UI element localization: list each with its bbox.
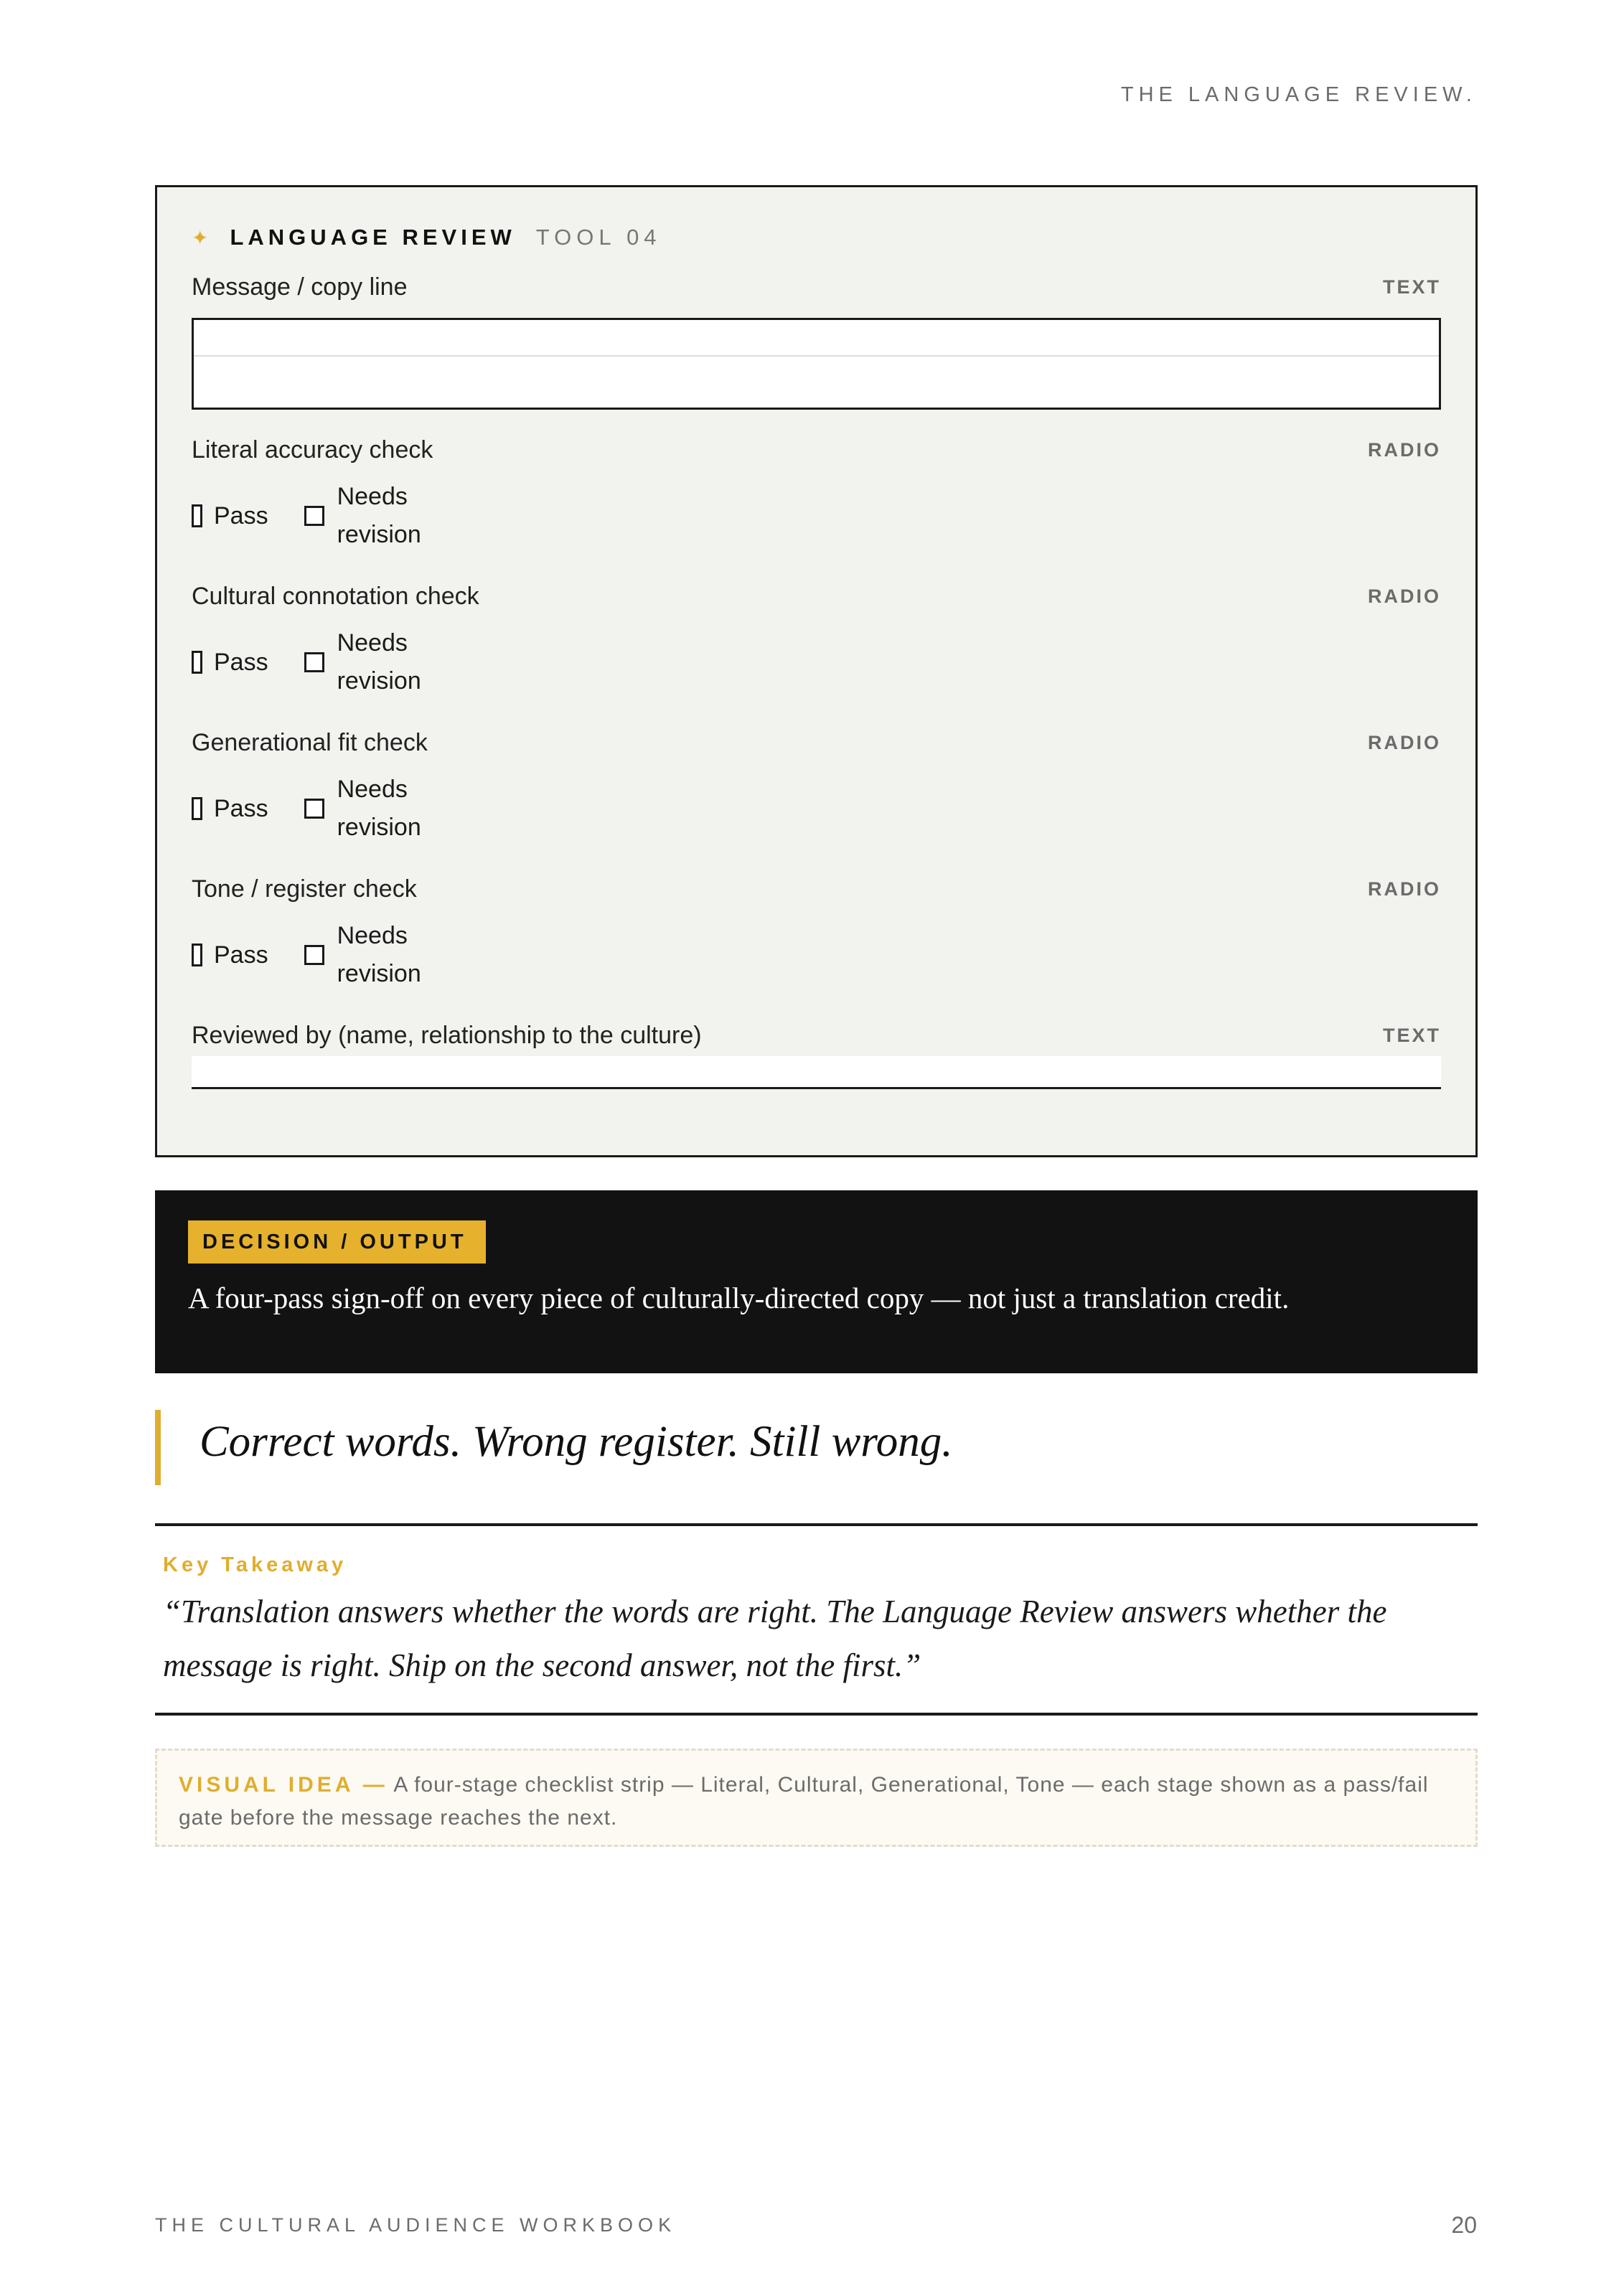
- radio-needs-revision[interactable]: [304, 771, 445, 847]
- footer-title: THE CULTURAL AUDIENCE WORKBOOK: [155, 2214, 677, 2236]
- field-label: Literal accuracy check: [192, 436, 433, 464]
- radio-box[interactable]: [192, 651, 202, 674]
- key-takeaway-label: Key Takeaway: [163, 1553, 347, 1576]
- pull-quote: [155, 1410, 1016, 1485]
- radio-box[interactable]: [304, 652, 324, 672]
- radio-pass[interactable]: [192, 649, 268, 677]
- visual-idea-label: VISUAL IDEA —: [179, 1773, 388, 1797]
- page-number: 20: [1451, 2212, 1477, 2238]
- radio-needs-revision[interactable]: [304, 478, 445, 554]
- field-type: RADIO: [1368, 732, 1441, 753]
- radio-label: Needs revision: [337, 922, 421, 987]
- radio-label: Pass: [214, 502, 268, 530]
- reviewed-by-input[interactable]: [192, 1056, 1441, 1089]
- radio-needs-revision[interactable]: [304, 624, 445, 700]
- radio-group: [192, 917, 445, 993]
- tool-header: [192, 225, 662, 250]
- field-label: Generational fit check: [192, 729, 428, 756]
- radio-needs-revision[interactable]: [304, 917, 445, 993]
- radio-label: Needs revision: [337, 629, 421, 695]
- decision-text: A four-pass sign-off on every piece of culturally-directed copy — not just a translation credit.: [188, 1281, 1290, 1314]
- decision-output-panel: [155, 1190, 1478, 1373]
- field-type: RADIO: [1368, 878, 1441, 900]
- message-copy-input[interactable]: [192, 318, 1441, 410]
- visual-idea-box: [155, 1749, 1478, 1847]
- tool-name: LANGUAGE REVIEW: [230, 225, 516, 250]
- radio-group: [192, 771, 445, 847]
- field-type: RADIO: [1368, 585, 1441, 607]
- radio-label: Pass: [214, 794, 268, 822]
- radio-pass[interactable]: [192, 795, 268, 823]
- field-label: Cultural connotation check: [192, 583, 479, 610]
- field-type: RADIO: [1368, 439, 1441, 461]
- field-label: Tone / register check: [192, 875, 417, 903]
- field-label: Message / copy line: [192, 273, 408, 301]
- radio-pass[interactable]: [192, 502, 268, 530]
- key-takeaway: [155, 1523, 1478, 1716]
- radio-label: Needs revision: [337, 483, 421, 548]
- pull-quote-bar: [155, 1410, 161, 1485]
- running-head: THE LANGUAGE REVIEW.: [1120, 83, 1477, 106]
- radio-group: [192, 478, 445, 554]
- radio-label: Pass: [214, 941, 268, 969]
- visual-idea-text: A four-stage checklist strip — Literal, Cultural, Generational, Tone — each stage shown as a pass/fail gate before the message reaches the next.: [179, 1773, 1429, 1830]
- radio-box[interactable]: [304, 799, 324, 819]
- pull-quote-text: Correct words. Wrong register. Still wrong.: [200, 1418, 953, 1466]
- sparkle-icon: ✦: [192, 226, 209, 249]
- tool-number: TOOL 04: [535, 225, 662, 250]
- tool-card: [155, 185, 1478, 1157]
- radio-pass[interactable]: [192, 941, 268, 969]
- input-rule: [194, 355, 1439, 357]
- radio-box[interactable]: [304, 945, 324, 965]
- field-type: TEXT: [1382, 276, 1441, 298]
- radio-box[interactable]: [192, 797, 202, 820]
- field-type: TEXT: [1382, 1025, 1441, 1046]
- field-label: Reviewed by (name, relationship to the culture): [192, 1022, 702, 1049]
- decision-badge: DECISION / OUTPUT: [188, 1220, 486, 1264]
- radio-box[interactable]: [192, 504, 202, 527]
- radio-label: Needs revision: [337, 776, 421, 841]
- radio-group: [192, 624, 445, 700]
- radio-box[interactable]: [304, 506, 324, 526]
- key-takeaway-text: “Translation answers whether the words are right. The Language Review answers whether the message is right. Ship on the second answer, not the first.”: [163, 1594, 1387, 1683]
- radio-box[interactable]: [192, 944, 202, 966]
- radio-label: Pass: [214, 648, 268, 676]
